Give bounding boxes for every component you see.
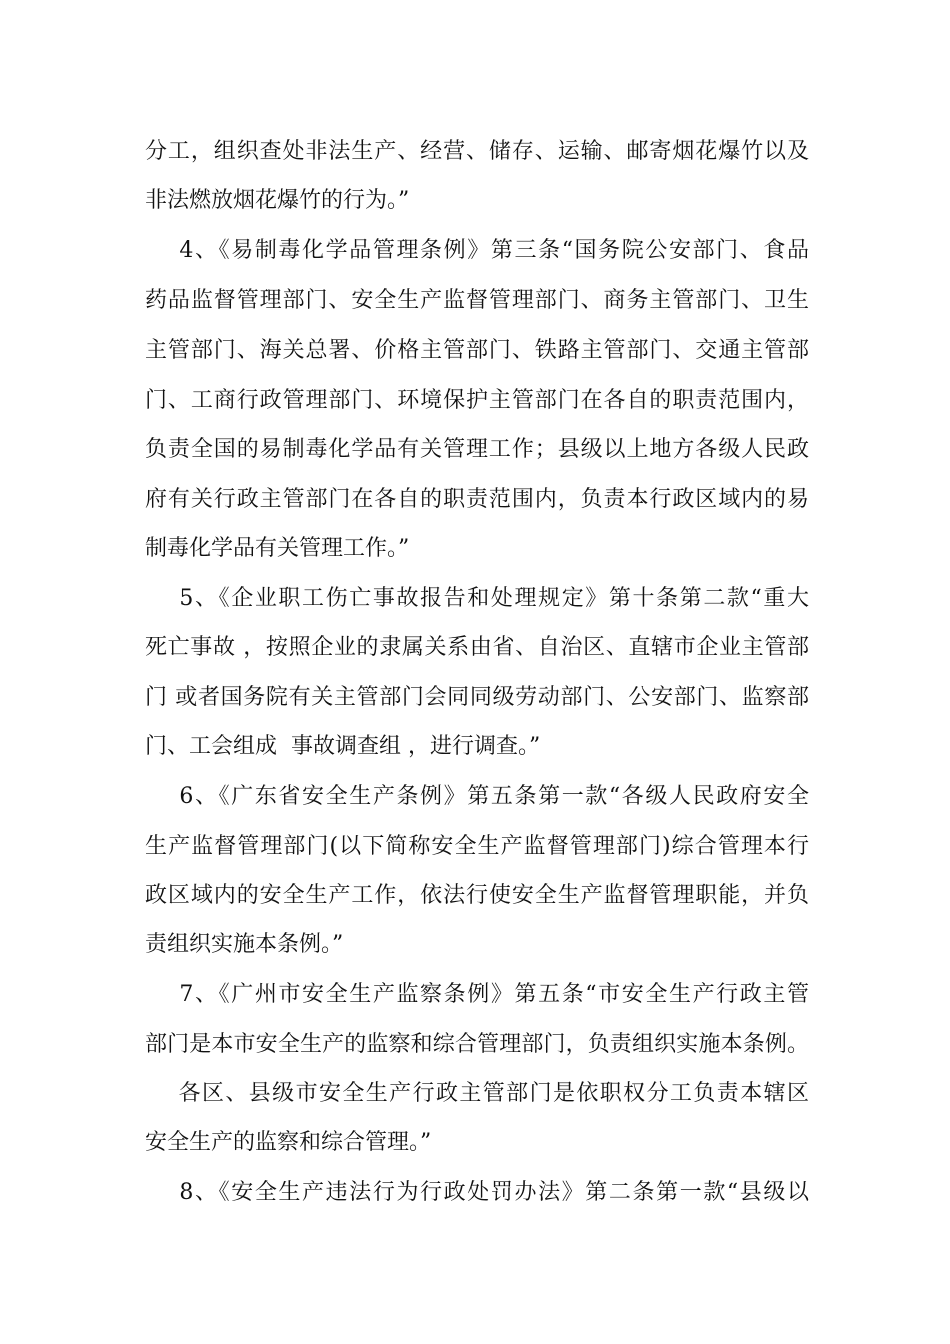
text-line-12: 门 或者国务院有关主管部门会同同级劳动部门、公安部门、监察部 [145,685,809,710]
text-line-2: 非法燃放烟花爆竹的行为。” [145,188,410,213]
text-line-9: 制毒化学品有关管理工作。” [145,536,410,561]
text-line-6: 门、工商行政管理部门、环境保护主管部门在各自的职责范围内， [145,388,809,413]
text-line-5: 主管部门、海关总署、价格主管部门、铁路主管部门、交通主管部 [145,338,809,363]
text-line-8: 府有关行政主管部门在各自的职责范围内，负责本行政区域内的易 [145,487,809,512]
text-line-3: 4、《易制毒化学品管理条例》第三条“国务院公安部门、食品 [145,238,809,263]
text-line-17: 责组织实施本条例。” [145,932,344,957]
text-line-10: 5、《企业职工伤亡事故报告和处理规定》第十条第二款“重大 [145,586,809,611]
text-line-7: 负责全国的易制毒化学品有关管理工作；县级以上地方各级人民政 [145,437,809,462]
text-line-21: 安全生产的监察和综合管理。” [145,1130,432,1155]
text-line-16: 政区域内的安全生产工作，依法行使安全生产监督管理职能，并负 [145,883,809,908]
text-line-14: 6、《广东省安全生产条例》第五条第一款“各级人民政府安全 [145,784,809,809]
text-line-22: 8、《安全生产违法行为行政处罚办法》第二条第一款“县级以 [145,1180,809,1205]
text-line-4: 药品监督管理部门、安全生产监督管理部门、商务主管部门、卫生 [145,288,809,313]
text-line-18: 7、《广州市安全生产监察条例》第五条“市安全生产行政主管 [145,982,809,1007]
text-line-15: 生产监督管理部门(以下简称安全生产监督管理部门)综合管理本行 [145,834,809,859]
text-line-1: 分工，组织查处非法生产、经营、储存、运输、邮寄烟花爆竹以及 [145,139,809,164]
text-line-19: 部门是本市安全生产的监察和综合管理部门，负责组织实施本条例。 [145,1032,809,1057]
text-line-13: 门、工会组成 事故调查组 ，进行调查。” [145,734,541,759]
text-line-20: 各区、县级市安全生产行政主管部门是依职权分工负责本辖区 [145,1081,809,1106]
text-line-11: 死亡事故 ，按照企业的隶属关系由省、自治区、直辖市企业主管部 [145,635,809,660]
